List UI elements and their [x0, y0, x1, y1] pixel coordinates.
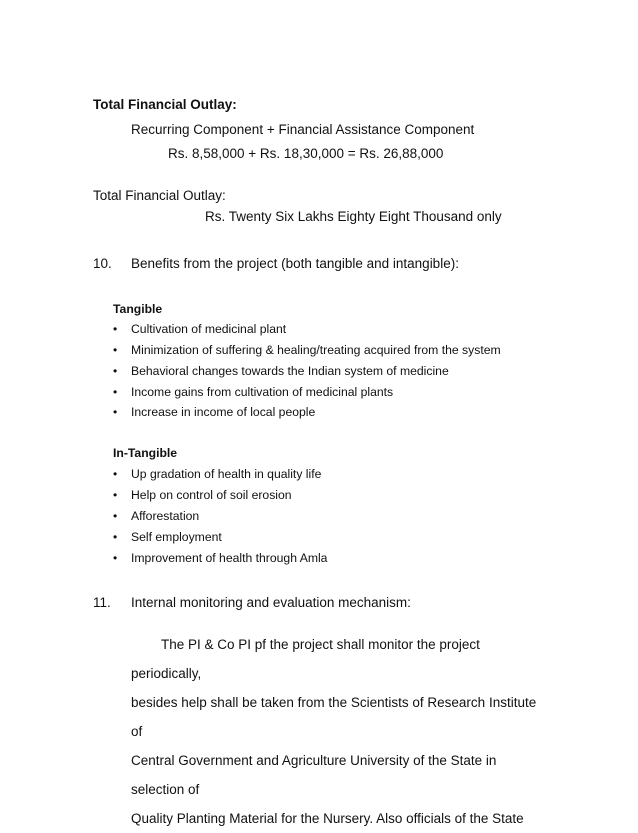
intangible-heading: In-Tangible: [113, 446, 178, 460]
tangible-item: Behavioral changes towards the Indian system of medicine: [131, 364, 449, 378]
total-outlay-heading: Total Financial Outlay:: [93, 97, 237, 112]
intangible-item: Help on control of soil erosion: [131, 488, 292, 502]
paragraph-line: The PI & Co PI pf the project shall monitor the project periodically,: [131, 637, 480, 681]
bullet-icon: •: [113, 405, 118, 419]
tangible-heading: Tangible: [113, 302, 163, 316]
section-11-paragraph: [131, 630, 551, 833]
tangible-item: Increase in income of local people: [131, 405, 316, 419]
intangible-item: Improvement of health through Amla: [131, 551, 328, 565]
outlay-calculation: Rs. 8,58,000 + Rs. 18,30,000 = Rs. 26,88,000: [168, 146, 444, 161]
bullet-icon: •: [113, 364, 118, 378]
intangible-item: Self employment: [131, 530, 222, 544]
bullet-icon: •: [113, 488, 118, 502]
tangible-item: Cultivation of medicinal plant: [131, 322, 287, 336]
section-10-number: 10.: [93, 256, 112, 271]
section-11-title: Internal monitoring and evaluation mechanism:: [131, 595, 411, 610]
total-outlay-label: Total Financial Outlay:: [93, 188, 226, 203]
section-11-number: 11.: [93, 595, 111, 610]
outlay-in-words: Rs. Twenty Six Lakhs Eighty Eight Thousand only: [205, 209, 502, 224]
bullet-icon: •: [113, 322, 118, 336]
tangible-item: Income gains from cultivation of medicinal plants: [131, 385, 394, 399]
bullet-icon: •: [113, 509, 118, 523]
bullet-icon: •: [113, 530, 118, 544]
section-10-title: Benefits from the project (both tangible and intangible):: [131, 256, 459, 271]
outlay-components: Recurring Component + Financial Assistance Component: [131, 122, 475, 137]
paragraph-line: Central Government and Agriculture University of the State in selection of: [131, 753, 497, 797]
intangible-item: Afforestation: [131, 509, 200, 523]
bullet-icon: •: [113, 467, 118, 481]
paragraph-line: besides help shall be taken from the Scientists of Research Institute of: [131, 695, 537, 739]
bullet-icon: •: [113, 551, 118, 565]
intangible-item: Up gradation of health in quality life: [131, 467, 322, 481]
bullet-icon: •: [113, 385, 118, 399]
paragraph-line: Quality Planting Material for the Nursery. Also officials of the State: [131, 811, 524, 826]
tangible-item: Minimization of suffering & healing/treating acquired from the system: [131, 343, 501, 357]
bullet-icon: •: [113, 343, 118, 357]
